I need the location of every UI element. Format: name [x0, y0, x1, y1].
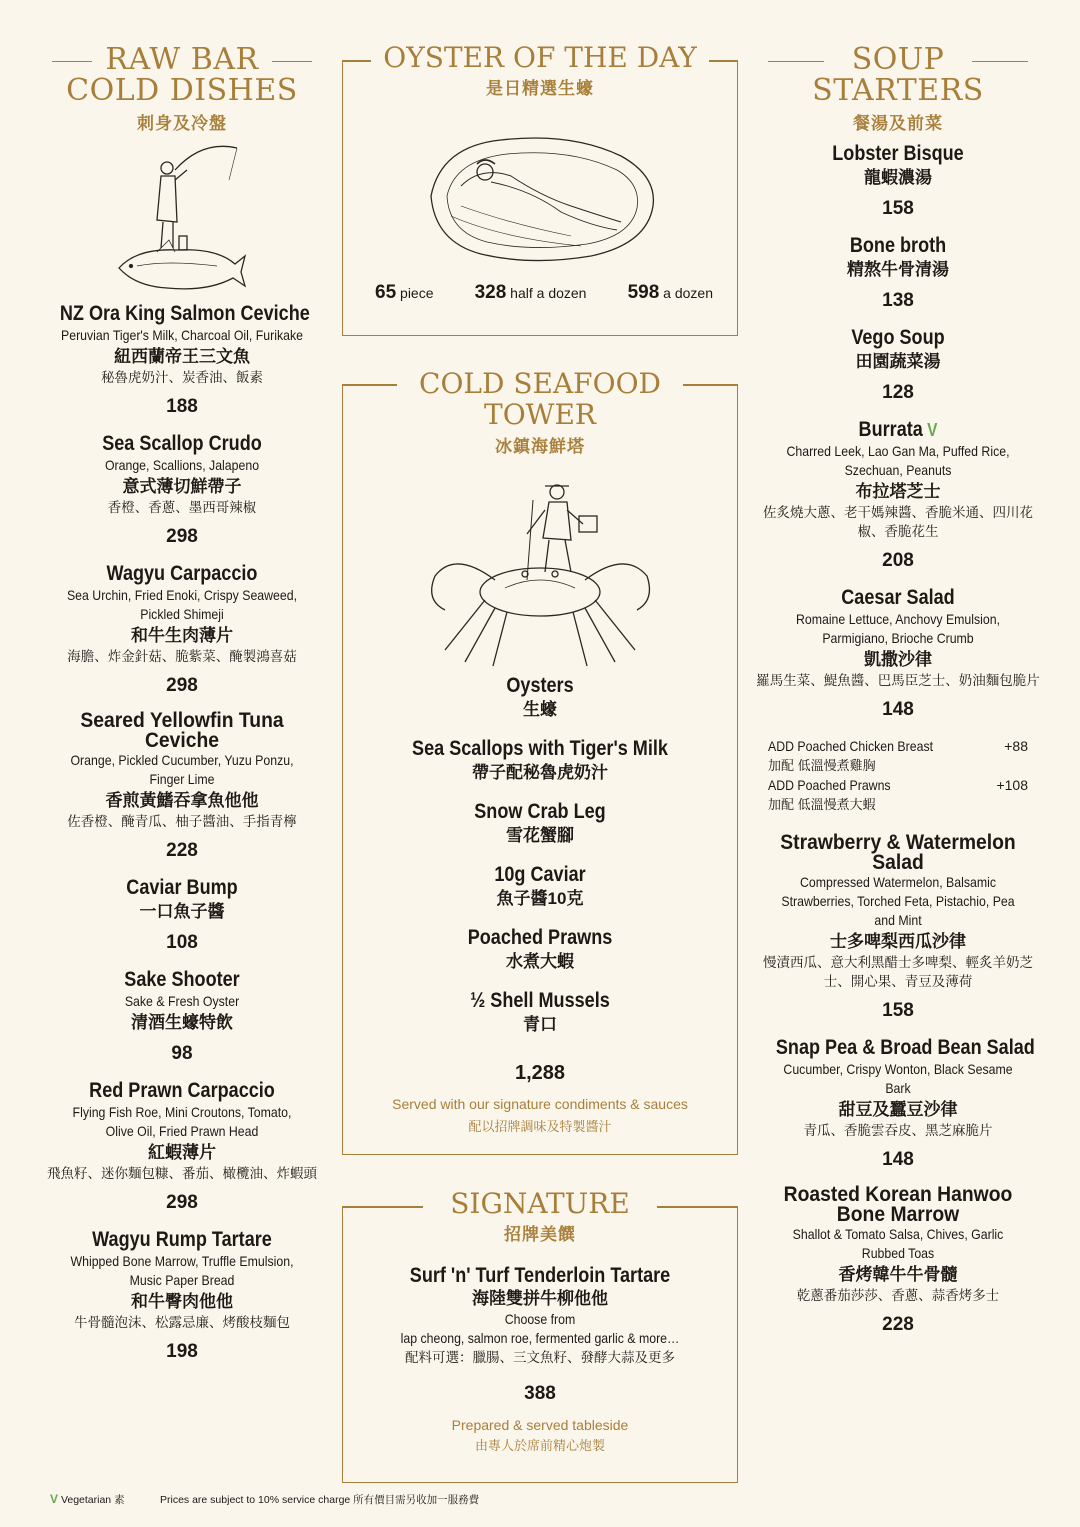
item-price: 158	[882, 198, 914, 219]
item-description-zh: 青瓜、香脆雲吞皮、黑芝麻脆片	[803, 1123, 993, 1138]
tower-items	[343, 674, 737, 1036]
item-description-zh: 慢漬西瓜、意大利黑醋士多啤梨、輕炙羊奶芝士、開心果、青豆及薄荷	[763, 955, 1033, 989]
vegetarian-leaf-icon: V	[922, 420, 938, 440]
service-charge-note: Prices are subject to 10% service charge 所有價目需另收加一服務費	[160, 1494, 480, 1506]
tower-note-zh: 配以招牌調味及特製醬汁	[468, 1119, 612, 1134]
signature-box	[342, 1187, 738, 1483]
tower-item-name: Oysters	[506, 674, 574, 697]
item-price: 148	[882, 699, 914, 720]
tower-title-zh: 冰鎮海鮮塔	[495, 437, 585, 456]
vegetarian-leaf-icon: V	[50, 1492, 59, 1506]
menu-item	[40, 1079, 324, 1214]
item-name: Sake Shooter	[124, 968, 240, 991]
soup-header	[756, 44, 1040, 134]
item-price: 298	[166, 1192, 198, 1213]
item-name-zh: 紐西蘭帝王三文魚	[114, 347, 250, 366]
menu-item	[756, 1036, 1040, 1171]
item-name	[776, 418, 1020, 442]
menu-item	[756, 1185, 1040, 1336]
raw-bar-title-line2: COLD DISHES	[66, 73, 298, 108]
signature-price: 388	[524, 1383, 556, 1404]
addon-price: +108	[996, 777, 1028, 793]
menu-item	[40, 711, 324, 862]
item-name: Seared Yellowfin Tuna Ceviche	[80, 709, 284, 752]
vegetarian-legend	[50, 1492, 125, 1507]
tower-item-zh: 帶子配秘魯虎奶汁	[472, 763, 608, 782]
item-description: Romaine Lettuce, Anchovy Emulsion, Parmigiano, Brioche Crumb	[795, 611, 1001, 646]
soup-title-line2: STARTERS	[812, 73, 984, 108]
item-description-zh: 牛骨髓泡沫、松露忌廉、烤酸枝麵包	[74, 1315, 290, 1330]
signature-zh: 海陸雙拼牛柳他他	[472, 1289, 608, 1308]
item-name-zh: 布拉塔芝士	[855, 482, 941, 501]
item-name: Lobster Bisque	[832, 142, 964, 165]
lady-reclining-in-oyster-illustration	[421, 126, 661, 266]
tower-item-zh: 青口	[523, 1015, 557, 1034]
signature-name: Surf 'n' Turf Tenderloin Tartare	[409, 1264, 671, 1287]
tower-item-name: 10g Caviar	[494, 863, 586, 886]
item-name-zh: 凱撒沙律	[864, 650, 932, 669]
oyster-price: 65	[375, 282, 397, 303]
item-description: Sake & Fresh Oyster	[124, 993, 240, 1009]
item-description: Flying Fish Roe, Mini Croutons, Tomato, Olive Oil, Fried Prawn Head	[72, 1104, 292, 1139]
tower-item	[343, 674, 737, 721]
item-price: 108	[166, 932, 198, 953]
fisherman-on-salmon-illustration	[117, 140, 247, 300]
tower-item	[343, 926, 737, 973]
item-price: 208	[882, 550, 914, 571]
signature-note-zh: 由專人於席前精心炮製	[474, 1438, 605, 1453]
tower-item	[343, 989, 737, 1036]
item-description-zh: 飛魚籽、迷你麵包糠、番茄、橄欖油、炸蝦頭	[47, 1166, 317, 1181]
item-name-zh: 一口魚子醬	[139, 902, 225, 921]
item-name-zh: 甜豆及蠶豆沙律	[838, 1100, 958, 1119]
tower-item-name: Snow Crab Leg	[474, 800, 606, 823]
addon-label: ADD Poached Prawns	[768, 777, 891, 793]
tower-price: 1,288	[514, 1062, 566, 1084]
item-description: Charred Leek, Lao Gan Ma, Puffed Rice, Szechuan, Peanuts	[786, 443, 1010, 478]
oyster-price-option	[475, 282, 587, 304]
oyster-header	[343, 42, 737, 99]
oyster-price: 598	[627, 282, 660, 303]
tower-item-name: Sea Scallops with Tiger's Milk	[412, 737, 668, 760]
tower-item	[343, 800, 737, 847]
item-price: 298	[166, 675, 198, 696]
header-rule	[272, 61, 312, 62]
tower-item	[343, 737, 737, 784]
oyster-title-zh: 是日精選生蠔	[486, 79, 594, 98]
tower-item-name: ½ Shell Mussels	[470, 989, 610, 1012]
raw-bar-title-line1: RAW BAR	[105, 42, 259, 77]
item-name-zh: 田園蔬菜湯	[855, 352, 941, 371]
addons	[756, 737, 1040, 815]
tower-note: Served with our signature condiments & sauces	[392, 1096, 688, 1112]
item-description-zh: 秘魯虎奶汁、炭香油、飯素	[101, 370, 263, 385]
item-name: Strawberry & Watermelon Salad	[780, 831, 1016, 874]
item-description: Peruvian Tiger's Milk, Charcoal Oil, Furikake	[61, 327, 303, 343]
item-name-zh: 香烤韓牛牛骨髓	[838, 1265, 958, 1284]
item-description: Sea Urchin, Fried Enoki, Crispy Seaweed, Pickled Shimeji	[66, 587, 298, 622]
addon-label-zh: 加配 低溫慢煮雞胸	[768, 758, 876, 773]
item-name: Bone broth	[849, 234, 947, 257]
menu-item	[40, 1228, 324, 1363]
addon-row	[768, 737, 1028, 756]
item-description: Whipped Bone Marrow, Truffle Emulsion, Music Paper Bread	[70, 1253, 294, 1288]
menu-item	[756, 586, 1040, 721]
oyster-price-option	[628, 282, 713, 304]
item-name-zh: 龍蝦濃湯	[864, 168, 932, 187]
soup-title-zh: 餐湯及前菜	[853, 114, 943, 133]
oyster-price: 328	[474, 282, 507, 303]
signature-title: SIGNATURE	[450, 1187, 630, 1220]
signature-title-zh: 招牌美饌	[504, 1225, 576, 1244]
item-name-zh: 士多啤梨西瓜沙律	[830, 932, 966, 951]
menu-item	[40, 876, 324, 954]
soup-starters-column	[756, 0, 1040, 1336]
item-price: 128	[882, 382, 914, 403]
item-name: Caesar Salad	[841, 586, 955, 609]
raw-bar-title-zh: 刺身及冷盤	[137, 114, 227, 133]
item-price: 228	[166, 840, 198, 861]
oyster-price-unit: half a dozen	[506, 285, 587, 301]
vegetarian-label: Vegetarian 素	[60, 1494, 125, 1506]
signature-desc: lap cheong, salmon roe, fermented garlic & more…	[400, 1330, 680, 1346]
signature-zhdesc: 配料可選：臘腸、三文魚籽、發酵大蒜及更多	[405, 1350, 675, 1365]
oyster-of-the-day-box	[342, 41, 738, 336]
item-price: 298	[166, 526, 198, 547]
oyster-price-unit: piece	[396, 285, 434, 301]
addon-label-zh: 加配 低溫慢煮大蝦	[768, 797, 876, 812]
tower-item	[343, 863, 737, 910]
item-description: Cucumber, Crispy Wonton, Black Sesame Bark	[783, 1061, 1013, 1096]
menu-item	[756, 234, 1040, 312]
item-name-zh: 和牛生肉薄片	[131, 626, 233, 645]
tower-item-zh: 雪花蟹腳	[506, 826, 574, 845]
item-name: Red Prawn Carpaccio	[89, 1079, 275, 1102]
addon-row	[768, 776, 1028, 795]
menu-item	[40, 562, 324, 697]
item-name: NZ Ora King Salmon Ceviche	[59, 302, 310, 325]
raw-bar-header	[40, 44, 324, 134]
item-price: 228	[882, 1314, 914, 1335]
item-name-zh: 香煎黃鰭吞拿魚他他	[105, 791, 259, 810]
addon-price: +88	[1004, 738, 1028, 754]
item-name-zh: 紅蝦薄片	[148, 1143, 216, 1162]
soup-title-line1: SOUP	[851, 42, 945, 77]
header-rule	[768, 61, 824, 62]
item-description-zh: 海膽、炸金針菇、脆紫菜、醃製鴻喜菇	[67, 649, 297, 664]
item-name: Caviar Bump	[126, 876, 238, 899]
item-description-zh: 香橙、香蔥、墨西哥辣椒	[107, 500, 257, 515]
header-rule	[52, 61, 92, 62]
item-name-zh: 和牛臀肉他他	[131, 1292, 233, 1311]
signature-note: Prepared & served tableside	[451, 1417, 629, 1433]
item-name-zh: 精熬牛骨清湯	[847, 260, 949, 279]
item-price: 138	[882, 290, 914, 311]
signature-choose: Choose from	[504, 1311, 576, 1327]
item-name: Wagyu Rump Tartare	[92, 1228, 272, 1251]
menu-item	[756, 833, 1040, 1022]
item-description: Orange, Scallions, Jalapeno	[104, 457, 260, 473]
item-description-zh: 乾蔥番茄莎莎、香蔥、蒜香烤多士	[796, 1288, 1000, 1303]
item-name-zh: 意式薄切鮮帶子	[122, 477, 242, 496]
raw-bar-column	[40, 0, 324, 1363]
item-description-zh: 佐香橙、醃青瓜、柚子醬油、手指青檸	[67, 814, 297, 829]
tower-item-zh: 生蠔	[523, 700, 557, 719]
item-price: 98	[171, 1043, 193, 1064]
tower-title-line2: TOWER	[484, 398, 596, 431]
item-price: 198	[166, 1341, 198, 1362]
oyster-prices	[343, 282, 737, 304]
tower-header	[343, 368, 737, 457]
item-description-zh: 佐炙燒大蔥、老干媽辣醬、香脆米通、四川花椒、香脆花生	[763, 505, 1033, 539]
item-name: Vego Soup	[851, 326, 945, 349]
signature-header	[343, 1188, 737, 1245]
menu-item	[40, 302, 324, 418]
menu-item	[40, 432, 324, 548]
header-rule	[972, 61, 1028, 62]
cold-seafood-tower-box	[342, 367, 738, 1155]
oyster-price-unit: a dozen	[659, 285, 713, 301]
menu-item	[756, 142, 1040, 220]
item-description: Orange, Pickled Cucumber, Yuzu Ponzu, Finger Lime	[70, 752, 294, 787]
item-name: Snap Pea & Broad Bean Salad	[775, 1036, 1035, 1059]
oyster-title: OYSTER OF THE DAY	[383, 41, 697, 74]
item-description-zh: 羅馬生菜、鯷魚醬、巴馬臣芝士、奶油麵包脆片	[756, 673, 1040, 688]
item-name: Roasted Korean Hanwoo Bone Marrow	[783, 1183, 1013, 1226]
item-name: Sea Scallop Crudo	[102, 432, 262, 455]
item-price: 158	[882, 1000, 914, 1021]
menu-item	[40, 968, 324, 1065]
item-price: 188	[166, 396, 198, 417]
fisherman-on-crab-illustration	[415, 480, 665, 670]
oyster-price-option	[375, 282, 434, 304]
item-name-zh: 清酒生蠔特飲	[131, 1013, 233, 1032]
tower-item-zh: 水煮大蝦	[506, 952, 574, 971]
item-name-text: Burrata	[858, 418, 923, 441]
menu-item	[756, 326, 1040, 404]
item-name: Wagyu Carpaccio	[106, 562, 258, 585]
item-price: 148	[882, 1149, 914, 1170]
tower-item-name: Poached Prawns	[467, 926, 613, 949]
tower-title-line1: COLD SEAFOOD	[419, 367, 661, 400]
menu-item	[756, 418, 1040, 572]
item-description: Shallot & Tomato Salsa, Chives, Garlic Rubbed Toas	[792, 1226, 1004, 1261]
item-description: Compressed Watermelon, Balsamic Strawberries, Torched Feta, Pistachio, Pea and Mint	[781, 874, 1015, 928]
tower-item-zh: 魚子醬10克	[496, 889, 584, 908]
addon-label: ADD Poached Chicken Breast	[768, 738, 934, 754]
signature-item	[343, 1264, 737, 1454]
